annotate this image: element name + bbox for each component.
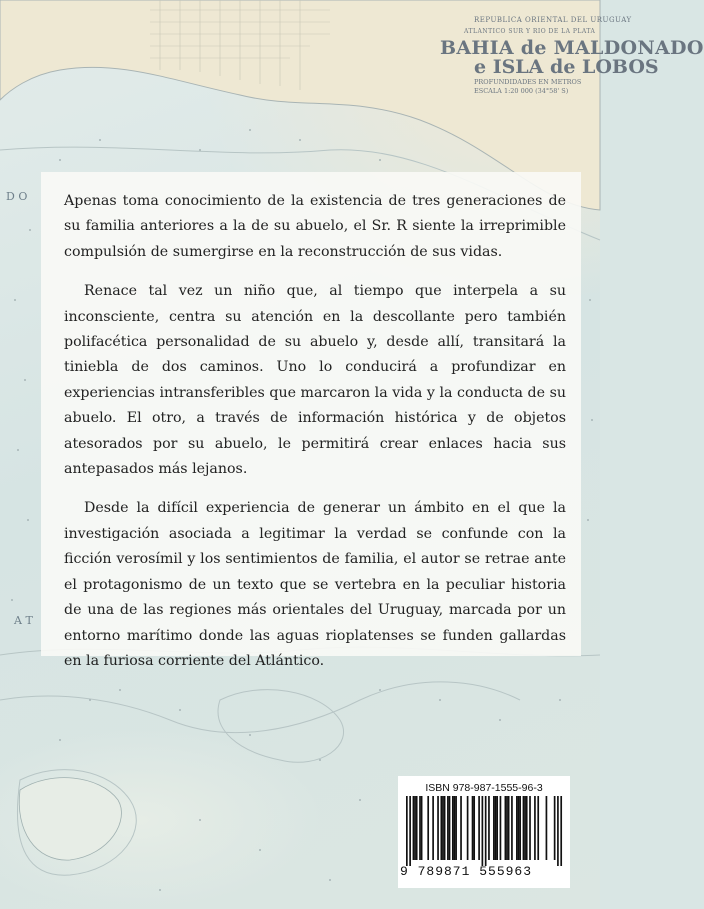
barcode-bar bbox=[518, 796, 520, 860]
barcode-bar bbox=[437, 796, 439, 860]
barcode-bar bbox=[529, 796, 531, 860]
barcode-bar bbox=[444, 796, 446, 860]
barcode-bar bbox=[455, 796, 457, 860]
chart-depths-note: PROFUNDIDADES EN METROS bbox=[474, 78, 582, 86]
barcode-bars bbox=[406, 796, 562, 866]
barcode-bar bbox=[508, 796, 510, 860]
barcode-bar bbox=[524, 796, 526, 860]
barcode-bar bbox=[534, 796, 536, 860]
island-gorriti bbox=[19, 778, 121, 860]
barcode-bar bbox=[495, 796, 497, 860]
barcode-bar bbox=[409, 796, 411, 866]
synopsis-text bbox=[64, 189, 566, 688]
chart-header-republic: REPUBLICA ORIENTAL DEL URUGUAY bbox=[474, 16, 632, 24]
barcode-bar bbox=[511, 796, 513, 860]
isbn-label: ISBN 978-987-1555-96-3 bbox=[425, 782, 543, 794]
barcode-bar bbox=[500, 796, 502, 860]
barcode-bar bbox=[485, 796, 487, 866]
chart-title-line2: e ISLA de LOBOS bbox=[474, 56, 659, 78]
barcode-bar bbox=[482, 796, 484, 866]
barcode-bar bbox=[416, 796, 418, 860]
barcode-bar bbox=[473, 796, 475, 860]
ean-digits: 9 789871 555963 bbox=[400, 864, 533, 879]
barcode-bar bbox=[505, 796, 507, 860]
chart-header-atlantic: ATLANTICO SUR Y RIO DE LA PLATA bbox=[464, 28, 596, 35]
barcode-bar bbox=[419, 796, 421, 860]
barcode-bar bbox=[488, 796, 490, 860]
synopsis-paragraph-3: Desde la difícil experiencia de generar un ámbito en el que la investigación asociada a legitimar la verdad se confunde con la ficción verosímil y los sentimientos de familia, el autor se retrae ante el protagonismo de un texto que se vertebra en la peculiar historia de una de las regiones más orientales del Uruguay, marcada por un entorno marítimo donde las aguas rioplatenses se funden gallardas en la furiosa corriente del Atlántico. bbox=[64, 500, 566, 669]
barcode-bar bbox=[442, 796, 444, 860]
barcode-bar bbox=[467, 796, 469, 860]
barcode-bar bbox=[516, 796, 518, 860]
barcode-bar bbox=[478, 796, 480, 860]
barcode-bar bbox=[449, 796, 451, 860]
barcode-bar bbox=[447, 796, 449, 860]
barcode-bar bbox=[519, 796, 521, 860]
barcode-bar bbox=[472, 796, 474, 860]
barcode-bar bbox=[557, 796, 559, 866]
barcode-bar bbox=[454, 796, 456, 860]
barcode-bar bbox=[523, 796, 525, 860]
chart-scale-note: ESCALA 1:20 000 (34°58' S) bbox=[474, 87, 569, 95]
chart-title-block bbox=[430, 16, 704, 95]
barcode-bar bbox=[440, 796, 442, 860]
barcode-bar bbox=[427, 796, 429, 860]
barcode-bar bbox=[554, 796, 556, 860]
isbn-barcode-box bbox=[398, 776, 570, 888]
barcode-bar bbox=[413, 796, 415, 860]
barcode-bar bbox=[452, 796, 454, 860]
barcode-bar bbox=[496, 796, 498, 860]
barcode-bar bbox=[493, 796, 495, 860]
barcode-bar bbox=[460, 796, 462, 860]
barcode-bar bbox=[506, 796, 508, 860]
barcode-bar bbox=[537, 796, 539, 860]
barcode-bar bbox=[560, 796, 562, 866]
chart-letter-a: A T bbox=[14, 614, 33, 627]
synopsis-paragraph-1: Apenas toma conocimiento de la existencia de tres generaciones de su familia anteriores a la de su abuelo, el Sr. R siente la irreprimible compulsión de sumergirse en la reconstrucción de sus vidas. bbox=[64, 193, 566, 260]
chart-letter-d: D O bbox=[6, 190, 28, 203]
barcode-bar bbox=[414, 796, 416, 860]
barcode-bar bbox=[526, 796, 528, 860]
synopsis-paragraph-2: Renace tal vez un niño que, al tiempo que interpela a su inconsciente, centra su atención en la descollante pero también polifacética personalidad de su abuelo y, desde allí, transitará la tiniebla de dos caminos. Uno lo conducirá a profundizar en experiencias intransferibles que marcaron la vida y la conducta de su abuelo. El otro, a través de información histórica y de objetos atesorados por su abuelo, le permitirá crear enlaces hacia sus antepasados más lejanos. bbox=[64, 283, 566, 478]
barcode-bar bbox=[432, 796, 434, 860]
barcode-bar bbox=[406, 796, 408, 866]
barcode-bar bbox=[546, 796, 548, 860]
chart-title-line1: BAHIA de MALDONADO bbox=[440, 37, 704, 59]
barcode-bar bbox=[421, 796, 423, 860]
